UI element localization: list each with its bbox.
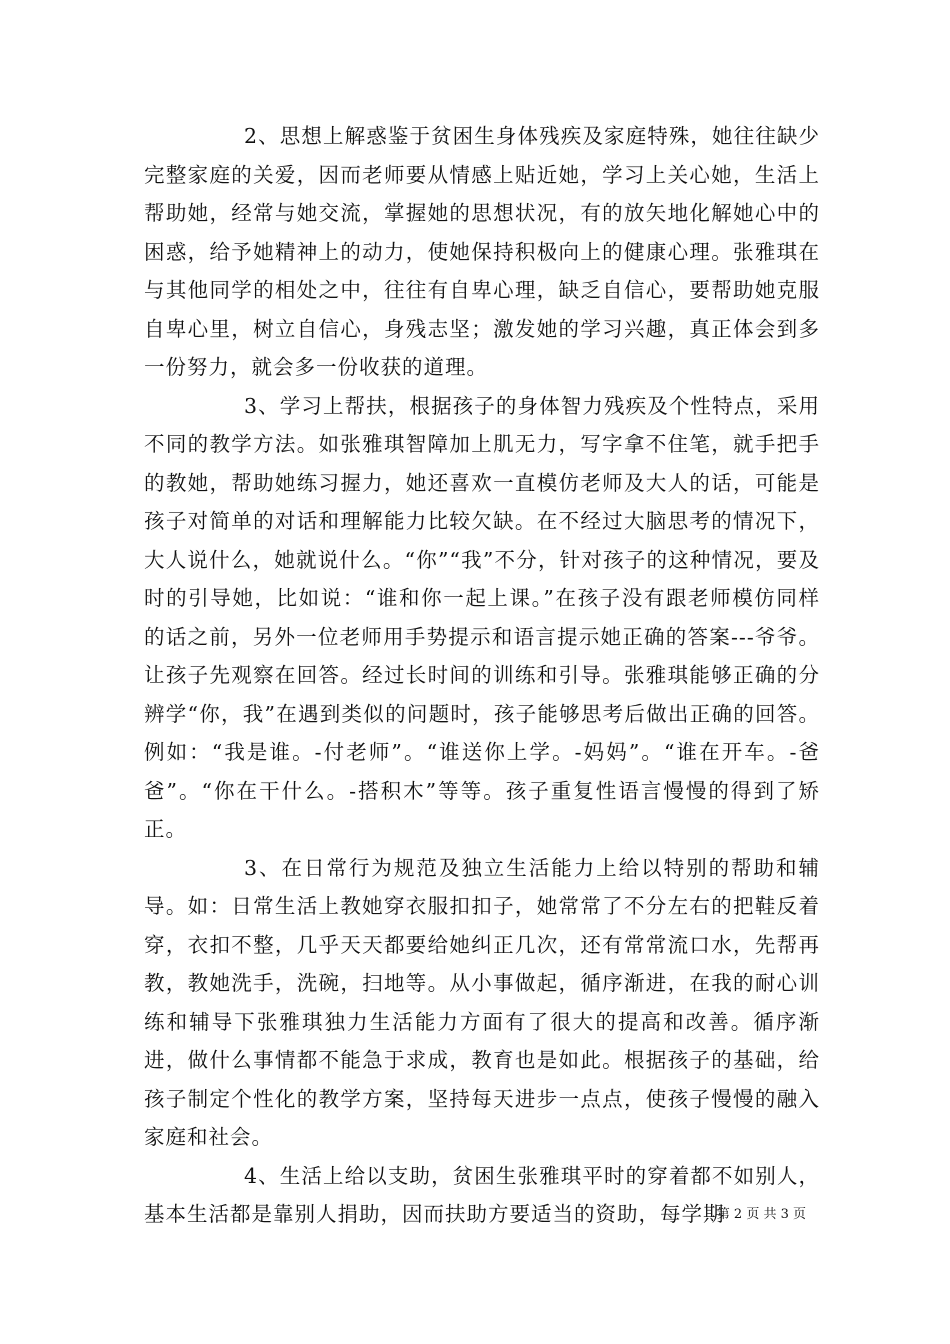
paragraph-living-assistance: 4、生活上给以支助，贫困生张雅琪平时的穿着都不如别人，基本生活都是靠别人捐助，因而扶助方要适当的资助，每学期 [144,1163,820,1226]
page-number-footer: 第 2 页 共 3 页 [716,1207,806,1222]
paragraph-learning-support: 3、学习上帮扶，根据孩子的身体智力残疾及个性特点，采用不同的教学方法。如张雅琪智障加上肌无力，写字拿不住笔，就手把手的教她，帮助她练习握力，她还喜欢一直模仿老师及大人的话，可能是孩子对简单的对话和理解能力比较欠缺。在不经过大脑思考的情况下，大人说什么，她就说什么。“你”“我”不分，针对孩子的这种情况，要及时的引导她，比如说：“谁和你一起上课。”在孩子没有跟老师模仿同样的话之前，另外一位老师用手势提示和语言提示她正确的答案---爷爷。让孩子先观察在回答。经过长时间的训练和引导。张雅琪能够正确的分辨学“你，我”在遇到类似的问题时，孩子能够思考后做出正确的回答。例如：“我是谁。-付老师”。“谁送你上学。-妈妈”。“谁在开车。-爸爸”。“你在干什么。-搭积木”等等。孩子重复性语言慢慢的得到了矫正。 [144,393,820,841]
paragraph-thought-guidance: 2、思想上解惑鉴于贫困生身体残疾及家庭特殊，她往往缺少完整家庭的关爱，因而老师要从情感上贴近她，学习上关心她，生活上帮助她，经常与她交流，掌握她的思想状况，有的放矢地化解她心中的困惑，给予她精神上的动力，使她保持积极向上的健康心理。张雅琪在与其他同学的相处之中，往往有自卑心理，缺乏自信心，要帮助她克服自卑心里，树立自信心，身残志坚；激发她的学习兴趣，真正体会到多一份努力，就会多一份收获的道理。 [144,124,820,379]
document-body [144,117,820,1234]
paragraph-daily-life-training: 3、在日常行为规范及独立生活能力上给以特别的帮助和辅导。如：日常生活上教她穿衣服扣扣子，她常常了不分左右的把鞋反着穿，衣扣不整，几乎天天都要给她纠正几次，还有常常流口水，先帮再教，教她洗手，洗碗，扫地等。从小事做起，循序渐进，在我的耐心训练和辅导下张雅琪独力生活能力方面有了很大的提高和改善。循序渐进，做什么事情都不能急于求成，教育也是如此。根据孩子的基础，给孩子制定个性化的教学方案，坚持每天进步一点点，使孩子慢慢的融入家庭和社会。 [144,855,820,1149]
